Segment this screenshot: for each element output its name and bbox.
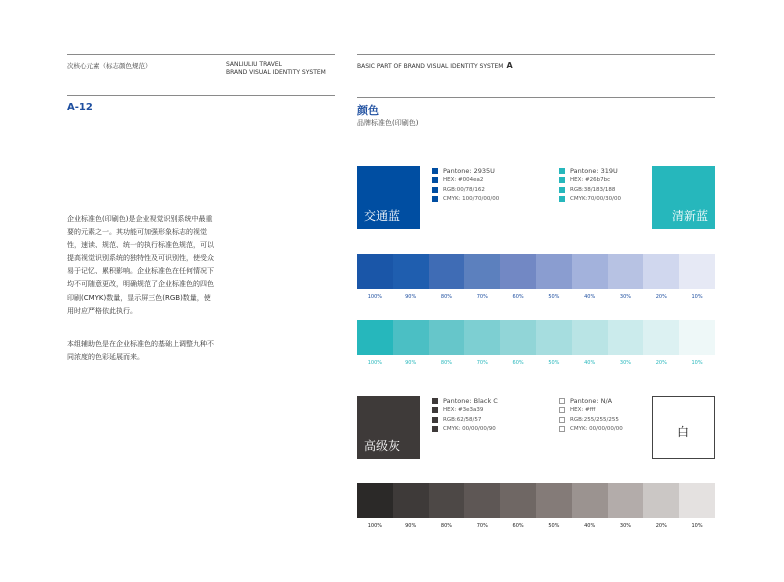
blue-color-chip — [432, 196, 438, 202]
header-brand-line2: BRAND VISUAL IDENTITY SYSTEM — [226, 69, 326, 76]
tint-cell-teal — [643, 320, 679, 355]
blue-hex: HEX: #004ea2 — [443, 177, 484, 184]
tint-percent-label-blue: 60% — [512, 294, 524, 300]
tint-cell-gray — [679, 483, 715, 518]
tint-percent-label-teal: 10% — [691, 360, 703, 366]
teal-cmyk-row — [559, 195, 621, 205]
tint-cell-blue — [357, 254, 393, 289]
blue-pantone: Pantone: 2935U — [443, 166, 495, 175]
tint-cell-gray — [536, 483, 572, 518]
swatch-white-name: 白 — [677, 425, 690, 439]
white-rgb: RGB:255/255/255 — [570, 416, 619, 423]
tint-cell-gray — [608, 483, 644, 518]
swatch-blue-name: 交通蓝 — [364, 209, 401, 223]
tint-strip-blue — [357, 254, 715, 289]
section-title: 颜色 — [357, 104, 379, 117]
gray-color-chip — [432, 407, 438, 413]
tint-percent-label-gray: 40% — [584, 523, 596, 529]
white-color-chip — [559, 426, 565, 432]
gray-hex: HEX: #3e3a39 — [443, 407, 484, 414]
teal-color-chip — [559, 187, 565, 193]
swatch-white — [652, 396, 715, 459]
teal-pantone-row — [559, 166, 621, 176]
swatch-teal — [652, 166, 715, 229]
blue-cmyk: CMYK: 100/70/00/00 — [443, 196, 500, 203]
tint-cell-gray — [464, 483, 500, 518]
blue-color-info — [432, 166, 499, 204]
white-color-chip — [559, 407, 565, 413]
tint-cell-teal — [608, 320, 644, 355]
header-left-title: 次核心元素（标志颜色规范） — [67, 62, 152, 70]
header-top-rule-right — [357, 54, 715, 55]
gray-color-chip — [432, 417, 438, 423]
tint-percent-label-teal: 30% — [619, 360, 632, 366]
white-cmyk: CMYK: 00/00/00/00 — [570, 426, 623, 433]
tint-labels-teal — [357, 360, 715, 366]
tint-cell-teal — [429, 320, 465, 355]
description-paragraph-1: 企业标准色(印刷色)是企业视觉识别系统中最重要的元素之一。其功能可加强形象标志的视觉性，速读、规范、统一的执行标准色规范，可以提高视觉识别系统的独特性及可识别性，使受众易于记忆、累积影响。企业标准色在任何情况下均不可随意更改，明确规范了企业标准色的四色印刷(CMYK)数量，显示屏三色(RGB)数量，使用时应严格依此执行。 — [67, 215, 214, 315]
gray-pantone: Pantone: Black C — [443, 396, 498, 405]
tint-cell-gray — [429, 483, 465, 518]
tint-percent-label-teal: 90% — [405, 360, 417, 366]
tint-percent-label-teal: 70% — [476, 360, 488, 366]
gray-pantone-row — [432, 396, 498, 406]
gray-color-chip — [432, 398, 438, 404]
tint-cell-teal — [536, 320, 572, 355]
swatch-teal-name: 清新蓝 — [671, 209, 708, 223]
tint-percent-label-blue: 10% — [691, 294, 703, 300]
tint-labels-gray — [357, 523, 715, 529]
gray-rgb-row — [432, 415, 498, 425]
tint-cell-blue — [608, 254, 644, 289]
swatch-gray — [357, 396, 420, 459]
header-right-text: BASIC PART OF BRAND VISUAL IDENTITY SYSTEM — [357, 63, 504, 70]
blue-color-chip — [432, 177, 438, 183]
header-brand-line1: SANLIULIU TRAVEL — [226, 61, 282, 68]
white-color-chip — [559, 398, 565, 404]
blue-hex-row — [432, 176, 499, 186]
tint-percent-label-teal: 80% — [440, 360, 453, 366]
tint-cell-gray — [393, 483, 429, 518]
tint-cell-teal — [464, 320, 500, 355]
tint-percent-label-gray: 20% — [655, 523, 667, 529]
tint-cell-blue — [393, 254, 429, 289]
tint-percent-label-blue: 50% — [548, 294, 560, 300]
blue-rgb: RGB:00/78/162 — [443, 186, 485, 193]
header-bottom-rule-right — [357, 97, 715, 98]
tint-percent-label-gray: 100% — [367, 523, 383, 529]
tint-percent-label-teal: 100% — [367, 360, 383, 366]
tint-percent-label-gray: 10% — [691, 523, 703, 529]
blue-color-chip — [432, 168, 438, 174]
blue-color-chip — [432, 187, 438, 193]
tint-percent-label-gray: 60% — [512, 523, 524, 529]
tint-cell-teal — [679, 320, 715, 355]
teal-cmyk: CMYK:70/00/30/00 — [570, 196, 621, 203]
gray-cmyk: CMYK: 00/00/00/90 — [443, 426, 496, 433]
blue-pantone-row — [432, 166, 499, 176]
tint-percent-label-blue: 100% — [367, 294, 383, 300]
tint-percent-label-gray: 80% — [440, 523, 453, 529]
blue-cmyk-row — [432, 195, 499, 205]
tint-percent-label-blue: 20% — [655, 294, 667, 300]
teal-color-info — [559, 166, 621, 204]
tint-cell-teal — [357, 320, 393, 355]
teal-rgb-row — [559, 185, 621, 195]
swatch-blue — [357, 166, 420, 229]
tint-cell-blue — [679, 254, 715, 289]
tint-cell-blue — [500, 254, 536, 289]
page-code: A-12 — [67, 102, 93, 113]
tint-cell-teal — [572, 320, 608, 355]
header-right-letter: A — [506, 61, 513, 70]
header-right-title — [357, 61, 513, 70]
tint-percent-label-teal: 60% — [512, 360, 524, 366]
white-cmyk-row — [559, 425, 623, 435]
white-rgb-row — [559, 415, 623, 425]
header-bottom-rule-left — [67, 95, 335, 96]
tint-percent-label-gray: 70% — [476, 523, 488, 529]
tint-cell-blue — [536, 254, 572, 289]
tint-percent-label-blue: 70% — [476, 294, 488, 300]
tint-cell-teal — [500, 320, 536, 355]
tint-percent-label-blue: 80% — [440, 294, 453, 300]
header-brand-title — [226, 61, 326, 77]
tint-cell-teal — [393, 320, 429, 355]
tint-cell-gray — [500, 483, 536, 518]
teal-rgb: RGB:38/183/188 — [570, 186, 616, 193]
section-subtitle: 品牌标准色(印刷色) — [357, 119, 419, 127]
tint-cell-gray — [357, 483, 393, 518]
tint-cell-gray — [643, 483, 679, 518]
teal-color-chip — [559, 196, 565, 202]
tint-percent-label-teal: 50% — [548, 360, 560, 366]
teal-color-chip — [559, 177, 565, 183]
blue-rgb-row — [432, 185, 499, 195]
gray-hex-row — [432, 406, 498, 416]
tint-percent-label-teal: 20% — [655, 360, 667, 366]
header-top-rule-left — [67, 54, 335, 55]
tint-cell-gray — [572, 483, 608, 518]
description-paragraph-2: 本组辅助色是在企业标准色的基础上调整九种不同浓度的色彩延展而来。 — [67, 340, 214, 362]
gray-color-chip — [432, 426, 438, 432]
tint-percent-label-gray: 90% — [405, 523, 417, 529]
swatch-gray-name: 高级灰 — [364, 439, 401, 453]
tint-labels-blue — [357, 294, 715, 300]
tint-cell-blue — [429, 254, 465, 289]
tint-percent-label-teal: 40% — [584, 360, 596, 366]
tint-percent-label-gray: 30% — [619, 523, 632, 529]
gray-cmyk-row — [432, 425, 498, 435]
tint-percent-label-gray: 50% — [548, 523, 560, 529]
white-hex-row — [559, 406, 623, 416]
tint-strip-gray — [357, 483, 715, 518]
tint-cell-blue — [572, 254, 608, 289]
white-pantone-row — [559, 396, 623, 406]
tint-percent-label-blue: 40% — [584, 294, 596, 300]
tint-percent-label-blue: 30% — [619, 294, 632, 300]
tint-cell-blue — [643, 254, 679, 289]
tint-strip-teal — [357, 320, 715, 355]
teal-hex-row — [559, 176, 621, 186]
teal-hex: HEX: #26b7bc — [570, 177, 611, 184]
teal-color-chip — [559, 168, 565, 174]
white-color-info — [559, 396, 623, 434]
white-hex: HEX: #fff — [570, 407, 596, 414]
white-pantone: Pantone: N/A — [570, 396, 613, 405]
tint-cell-blue — [464, 254, 500, 289]
teal-pantone: Pantone: 319U — [570, 166, 618, 175]
gray-color-info — [432, 396, 498, 434]
white-color-chip — [559, 417, 565, 423]
gray-rgb: RGB:62/58/57 — [443, 416, 482, 423]
tint-percent-label-blue: 90% — [405, 294, 417, 300]
